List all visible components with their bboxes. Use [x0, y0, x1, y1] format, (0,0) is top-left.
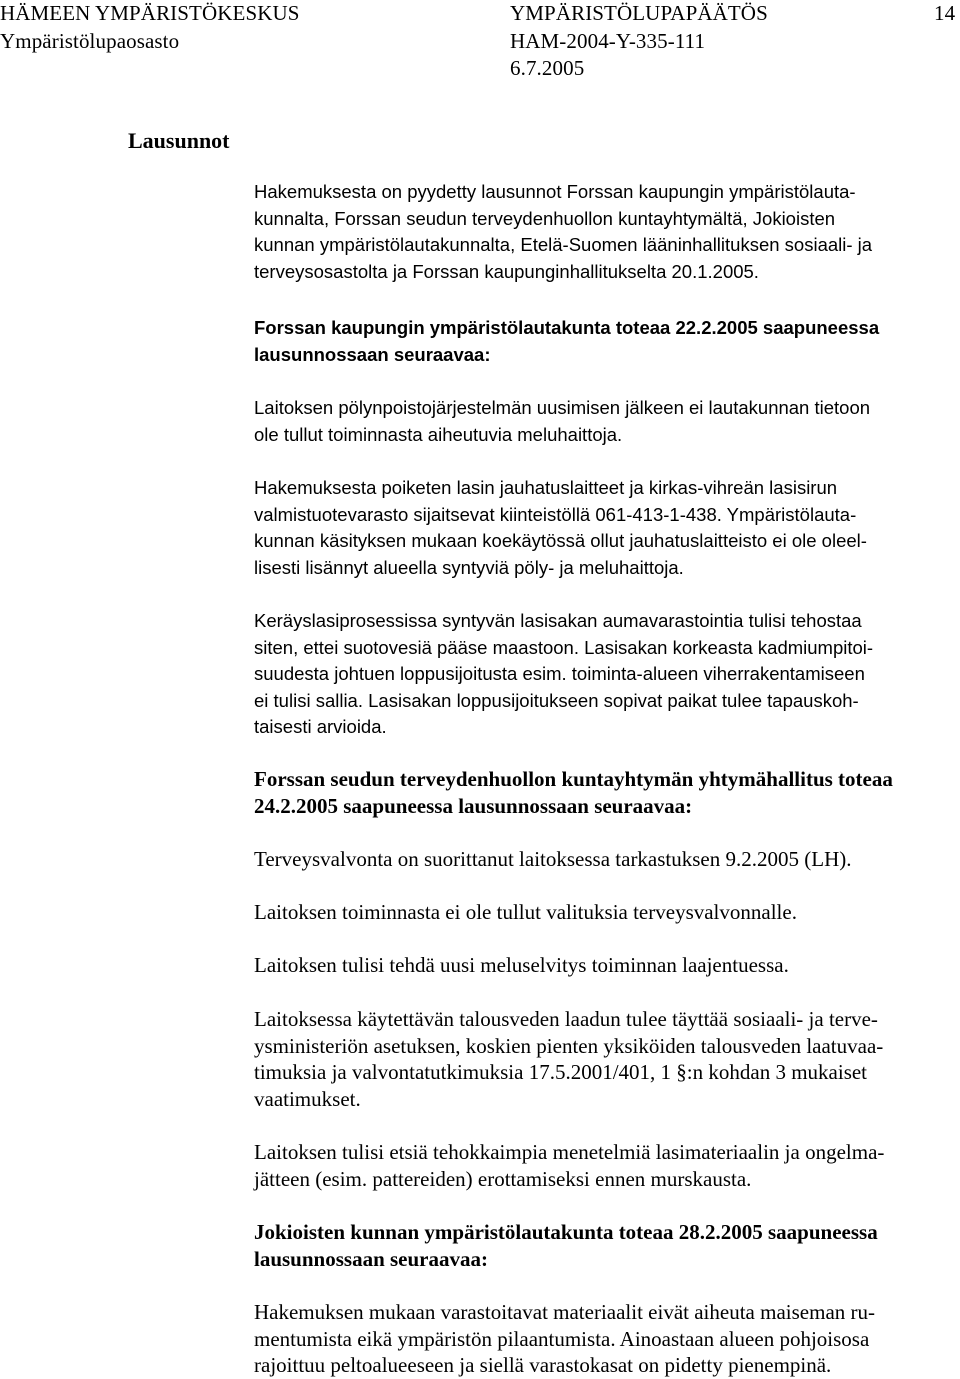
intro-paragraph [254, 179, 956, 285]
text-line: taisesti arvioida. [254, 716, 387, 738]
statement-paragraph [254, 1006, 956, 1112]
text-line: Terveysvalvonta on suorittanut laitoksessa tarkastuksen 9.2.2005 (LH). [254, 847, 852, 871]
text-line: Hakemuksen mukaan varastoitavat materiaalit eivät aiheuta maiseman ru- [254, 1300, 875, 1324]
statement-paragraph [254, 608, 956, 741]
text-line: suudesta johtuen loppusijoitusta esim. toiminta-alueen viherrakentamiseen [254, 663, 865, 685]
text-line: Keräyslasiprosessissa syntyvän lasisakan aumavarastointia tulisi tehostaa [254, 610, 862, 631]
text-line: lisesti lisännyt alueella syntyviä pöly- ja meluhaittoja. [254, 556, 684, 578]
statement-paragraph [254, 395, 956, 448]
text-line: Laitoksessa käytettävän talousveden laadun tulee täyttää sosiaali- ja terve- [254, 1007, 878, 1031]
statement-paragraph [254, 952, 956, 979]
page-number: 14 [934, 1, 956, 25]
statement-heading [254, 766, 956, 819]
org-name: HÄMEEN YMPÄRISTÖKESKUS [0, 1, 300, 25]
section-title: Lausunnot [128, 128, 230, 153]
text-line: vaatimukset. [254, 1086, 361, 1111]
text-line: kunnan käsityksen mukaan koekäytössä ollut jauhatuslaitteisto ei ole oleel- [254, 530, 867, 552]
text-line: 24.2.2005 saapuneessa lausunnossaan seuraavaa: [254, 793, 693, 818]
text-line: Laitoksen pölynpoistojärjestelmän uusimisen jälkeen ei lautakunnan tietoon [254, 397, 871, 418]
text-line: mentumista eikä ympäristön pilaantumista. Ainoastaan alueen pohjoisosa [254, 1326, 870, 1351]
department-name: Ympäristölupaosasto [0, 29, 180, 53]
text-line: ei tulisi sallia. Lasisakan loppusijoitukseen sopivat paikat tulee tapauskoh- [254, 689, 859, 711]
text-line: Hakemuksesta on pyydetty lausunnot Forssan kaupungin ympäristölauta- [254, 181, 856, 202]
statement-paragraph [254, 899, 956, 926]
text-line: lausunnossaan seuraavaa: [254, 343, 491, 365]
text-line: ysministeriön asetuksen, koskien pienten yksiköiden talousveden laatuvaa- [254, 1033, 884, 1058]
statement-paragraph [254, 475, 956, 581]
text-line: kunnan ympäristölautakunnalta, Etelä-Suomen lääninhallituksen sosiaali- ja [254, 234, 873, 256]
text-line: kunnalta, Forssan seudun terveydenhuollon kuntayhtymältä, Jokioisten [254, 207, 836, 229]
text-line: Forssan kaupungin ympäristölautakunta toteaa 22.2.2005 saapuneessa [254, 317, 880, 338]
statement-paragraph [254, 846, 956, 873]
text-line: timuksia ja valvontatutkimuksia 17.5.2001/401, 1 §:n kohdan 3 mukaiset [254, 1060, 868, 1085]
statement-paragraph [254, 1299, 956, 1379]
text-line: Laitoksen tulisi tehdä uusi meluselvitys toiminnan laajentuessa. [254, 953, 789, 977]
text-line: terveysosastolta ja Forssan kaupunginhallitukselta 20.1.2005. [254, 260, 759, 282]
document-date: 6.7.2005 [510, 56, 585, 80]
text-line: lausunnossaan seuraavaa: [254, 1246, 488, 1271]
text-line: rajoittuu peltoalueeseen ja siellä varastokasat on pidetty pienempinä. [254, 1353, 832, 1378]
text-line: Forssan seudun terveydenhuollon kuntayhtymän yhtymähallitus toteaa [254, 767, 893, 791]
text-line: Jokioisten kunnan ympäristölautakunta toteaa 28.2.2005 saapuneessa [254, 1220, 878, 1244]
text-line: siten, ettei suotovesiä pääse maastoon. Lasisakan korkeasta kadmiumpitoi- [254, 636, 874, 658]
text-line: jätteen (esim. pattereiden) erottamiseksi ennen murskausta. [254, 1166, 752, 1191]
text-line: ole tullut toiminnasta aiheutuvia meluhaittoja. [254, 423, 623, 445]
statement-heading [254, 1219, 956, 1272]
text-line: valmistuotevarasto sijaitsevat kiinteistöllä 061-413-1-438. Ympäristölauta- [254, 503, 857, 525]
text-line: Hakemuksesta poiketen lasin jauhatuslaitteet ja kirkas-vihreän lasisirun [254, 477, 838, 498]
statement-heading [254, 315, 956, 368]
text-line: Laitoksen toiminnasta ei ole tullut valituksia terveysvalvonnalle. [254, 900, 797, 924]
document-id: HAM-2004-Y-335-111 [510, 29, 706, 53]
statement-paragraph [254, 1139, 956, 1192]
document-type: YMPÄRISTÖLUPAPÄÄTÖS [510, 1, 768, 25]
text-line: Laitoksen tulisi etsiä tehokkaimpia menetelmiä lasimateriaalin ja ongelma- [254, 1140, 885, 1164]
